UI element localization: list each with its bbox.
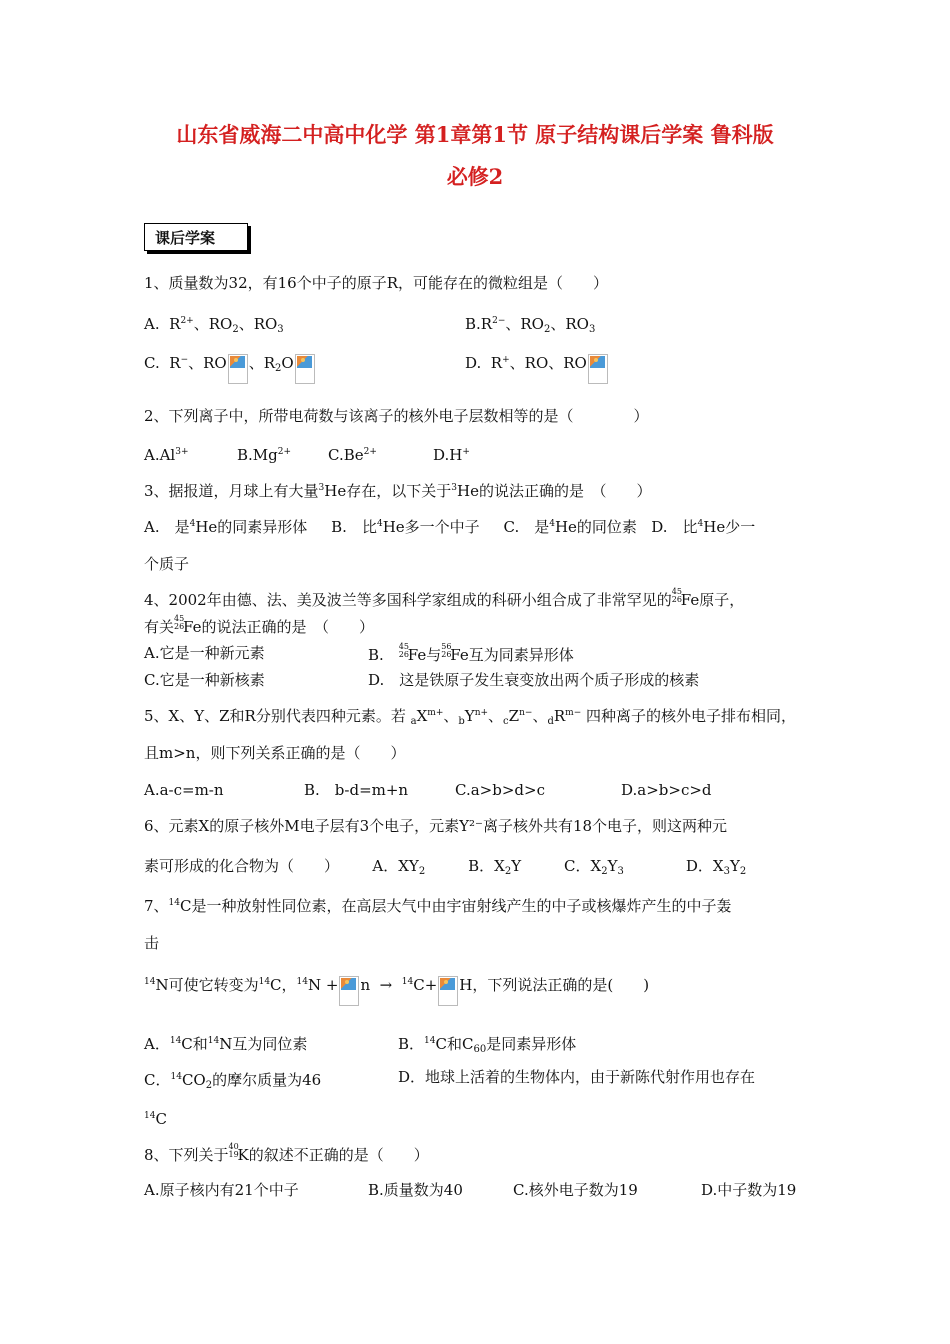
q7-stem-3: $^{14}$N可使它转变为$^{14}$C，$^{14}$N + n → $^{14}$C+ H，下列说法正确的是( ) (144, 972, 649, 1006)
q8-option-a: A.原子核内有21个中子 (144, 1181, 299, 1199)
formula-image-icon (339, 976, 359, 1006)
q3-option-b: B. 比$^4$He多一个中子 (331, 518, 480, 536)
q7-option-a: A．$^{14}$C和$^{14}$N互为同位素 (144, 1035, 308, 1053)
formula-image-icon (228, 354, 248, 384)
q8-option-c: C.核外电子数为19 (513, 1181, 638, 1199)
q1-option-d: D. R+、RO、RO (465, 350, 609, 384)
q6-stem-2: 素可形成的化合物为（ ） A．$XY_2$ B．$X_2Y$ C．$X_2Y_3$ D．$X_3Y_2$ (144, 857, 747, 877)
q8-stem: 8、下列关于 40 19 K的叙述不正确的是（ ） (144, 1142, 429, 1164)
q4-stem: 4、2002年由德、法、美及波兰等多国科学家组成的科研小组合成了非常罕见的 45 26 Fe原子， (144, 587, 745, 609)
q6-stem: 6、元素X的原子核外M电子层有3个电子，元素Y²⁻离子核外共有18个电子，则这两种元 (144, 817, 728, 835)
q2-stem: 2、下列离子中，所带电荷数与该离子的核外电子层数相等的是（ ） (144, 407, 649, 425)
q3-options (144, 514, 755, 537)
q7-option-b: B．$^{14}$C和$C_{60}$是同素异形体 (398, 1035, 577, 1055)
title-line-1: 山东省威海二中高中化学 第1章第1节 原子结构课后学案 鲁科版 (176, 122, 774, 147)
q2-option-d: D.H+ (433, 446, 470, 464)
q5-option-c: C.a>b>d>c (455, 781, 545, 799)
q5-stem: 5、X、Y、Z和R分别代表四种元素。若 $_aX^{m+}$、$_bY^{n+}$、$_cZ^{n-}$、$_dR^{m-}$ 四种离子的核外电子排布相同， (144, 707, 797, 727)
q5-stem-2: 且m>n，则下列关系正确的是（ ） (144, 744, 406, 762)
section-label: 课后学案 (144, 223, 248, 251)
q7-option-d-cont: $^{14}$C (144, 1110, 167, 1128)
q6-option-b: B．$X_2Y$ (468, 857, 522, 877)
q3-stem: 3、据报道，月球上有大量$^3$He存在，以下关于$^3$He的说法正确的是 （ ） (144, 482, 652, 500)
q4-option-c: C.它是一种新核素 (144, 671, 265, 689)
formula-image-icon (588, 354, 608, 384)
q2-option-a: $A.Al^{3+}$ (144, 446, 189, 464)
q6-option-d: D．$X_3Y_2$ (685, 857, 747, 877)
q8-option-d: D.中子数为19 (701, 1181, 797, 1199)
q4-option-a: A.它是一种新元素 (144, 644, 265, 662)
document-title (100, 114, 850, 198)
q1-option-b: $B.R^{2-}$、$RO_2$、$RO_3$ (465, 315, 596, 335)
q3-option-d: D. 比$^4$He少一 (651, 518, 756, 536)
q5-option-a: A.a-c=m-n (144, 781, 224, 799)
title-line-2: 必修2 (446, 164, 504, 189)
formula-image-icon (295, 354, 315, 384)
q7-stem: 7、$^{14}$C是一种放射性同位素，在高层大气中由宇宙射线产生的中子或核爆炸产生的中子轰 (144, 897, 732, 915)
q7-option-c: C．$^{14}CO_2$的摩尔质量为46 (144, 1071, 322, 1091)
q1-option-a: A. $R^{2+}$、$RO_2$、$RO_3$ (144, 315, 284, 335)
q4-stem-2: 有关 45 26 Fe的说法正确的是 （ ） (144, 614, 374, 636)
q4-option-d: D. 这是铁原子发生衰变放出两个质子形成的核素 (368, 671, 700, 689)
q2-option-c: $C.Be^{2+}$ (328, 446, 377, 464)
q3-option-c: C. 是$^4$He的同位素 (503, 518, 637, 536)
q3-option-a: A. 是$^4$He的同素异形体 (144, 518, 308, 536)
q4-option-b: B. 45 26 Fe与 56 26 Fe互为同素异形体 (368, 642, 574, 664)
q6-option-a: A．$XY_2$ (372, 857, 426, 877)
q1-stem: 1、质量数为32，有16个中子的原子R，可能存在的微粒组是（ ） (144, 274, 609, 292)
formula-image-icon (438, 976, 458, 1006)
q5-option-d: D.a>b>c>d (621, 781, 712, 799)
q1-option-c: C. R−、RO 、$R_2O$ (144, 350, 316, 384)
q7-option-d: D．地球上活着的生物体内，由于新陈代射作用也存在 (398, 1068, 756, 1086)
q6-option-c: C．$X_2Y_3$ (564, 857, 624, 877)
q7-stem-cont: 击 (144, 934, 160, 952)
q3-option-d-cont: 个质子 (144, 555, 190, 573)
q8-option-b: B.质量数为40 (368, 1181, 463, 1199)
q2-option-b: $B.Mg^{2+}$ (237, 446, 292, 464)
q5-option-b: B. b-d=m+n (304, 781, 409, 799)
